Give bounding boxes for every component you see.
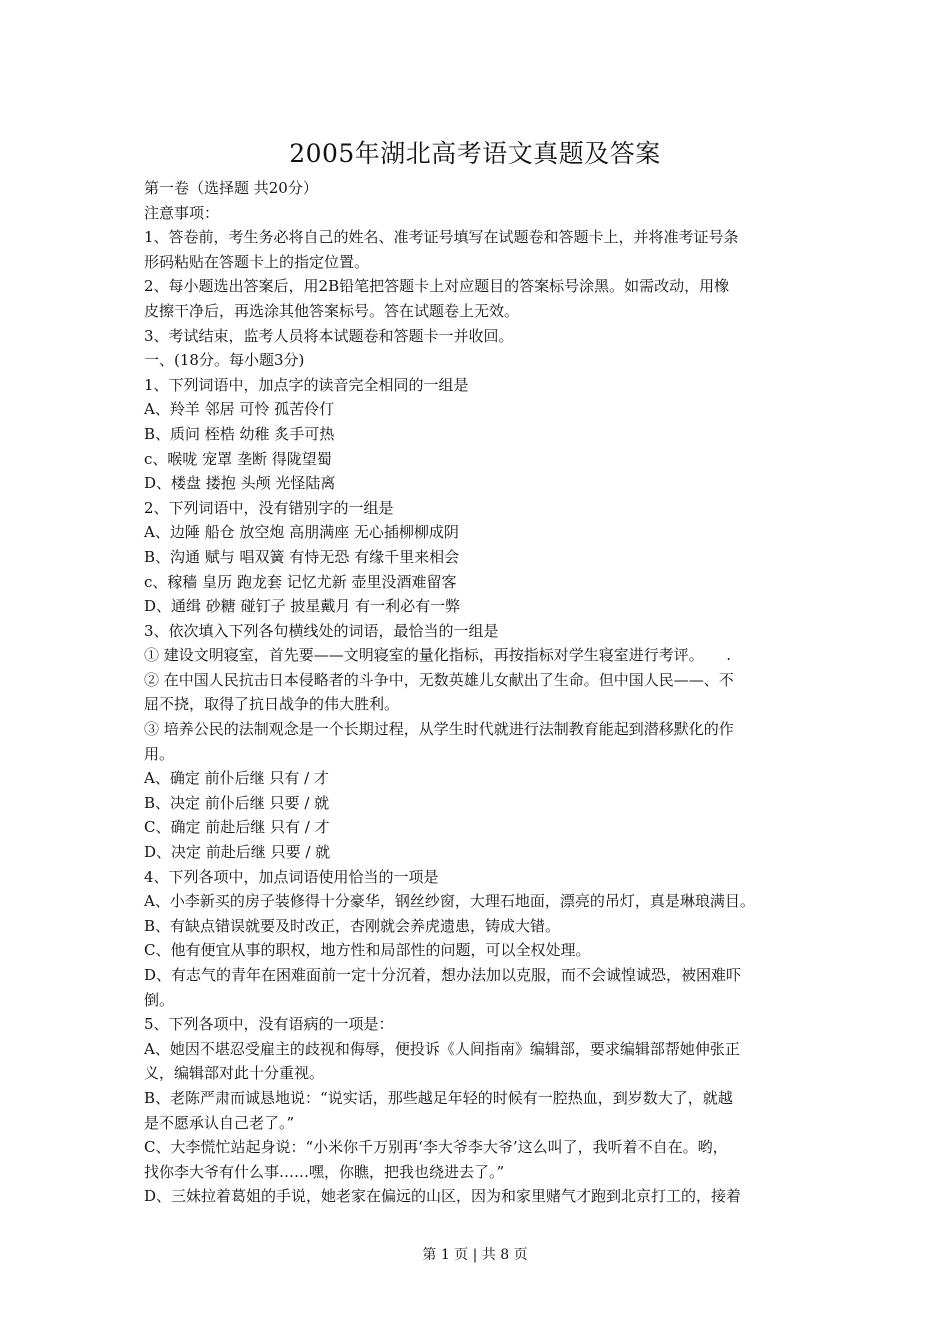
text-line: 找你李大爷有什么事……嘿，你瞧，把我也绕进去了。” xyxy=(144,1162,505,1181)
text-line: 是不愿承认自己老了。” xyxy=(144,1113,295,1132)
text-line: A、她因不堪忍受雇主的歧视和侮辱，便投诉《人间指南》编辑部，要求编辑部帮她伸张正 xyxy=(144,1039,740,1058)
text-line: B、质问 桎梏 幼稚 炙手可热 xyxy=(144,424,335,443)
text-line: ① 建设文明寝室，首先要——文明寝室的量化指标，再按指标对学生寝室进行考评。 . xyxy=(144,646,732,665)
text-line: D、楼盘 搂抱 头颅 光怪陆离 xyxy=(144,474,336,493)
text-line: 1、下列词语中，加点字的读音完全相同的一组是 xyxy=(144,375,469,394)
text-line: A、羚羊 邻居 可怜 孤苦伶仃 xyxy=(144,400,335,419)
text-line: B、老陈严肃而诚恳地说：“说实话，那些越足年轻的时候有一腔热血，到岁数大了，就越 xyxy=(144,1088,733,1107)
text-line: D、三妹拉着葛姐的手说，她老家在偏远的山区，因为和家里赌气才跑到北京打工的，接着 xyxy=(144,1187,742,1206)
text-line: B、决定 前仆后继 只要 / 就 xyxy=(144,793,330,812)
text-line: B、有缺点错误就要及时改正，杏刚就会养虎遗患，铸成大错。 xyxy=(144,916,561,935)
text-line: 2、每小题选出答案后，用2B铅笔把答题卡上对应题目的答案标号涂黑。如需改动，用橡 xyxy=(144,277,730,296)
text-line: B、沟通 赋与 唱双簧 有恃无恐 有缘千里来相会 xyxy=(144,547,460,566)
text-line: 第一卷（选择题 共20分） xyxy=(144,179,318,197)
text-line: 3、考试结束，监考人员将本试题卷和答题卡一并收回。 xyxy=(144,326,514,345)
text-line: D、有志气的青年在困难面前一定十分沉着，想办法加以克服，而不会诚惶诚恐，被困难吓 xyxy=(144,966,742,984)
text-line: 倒。 xyxy=(144,990,175,1009)
text-line: ② 在中国人民抗击日本侵略者的斗争中，无数英雄儿女献出了生命。但中国人民——、不 xyxy=(144,670,734,689)
text-line: c、稼穑 皇历 跑龙套 记忆尤新 壶里没酒难留客 xyxy=(144,572,457,591)
document-body xyxy=(144,176,824,1209)
text-line: 注意事项： xyxy=(144,203,220,222)
text-line: 屈不挠，取得了抗日战争的伟大胜利。 xyxy=(144,695,400,714)
text-line: 义，编辑部对此十分重视。 xyxy=(144,1064,325,1083)
text-line: 形码粘贴在答题卡上的指定位置。 xyxy=(144,252,370,271)
text-line: 4、下列各项中，加点词语使用恰当的一项是 xyxy=(144,867,439,886)
text-line: C、他有便宜从事的职权，地方性和局部性的问题，可以全权处理。 xyxy=(144,941,591,960)
text-line: 1、答卷前，考生务必将自己的姓名、准考证号填写在试题卷和答题卡上，并将准考证号条 xyxy=(144,228,739,247)
text-line: 皮擦干净后，再选涂其他答案标号。答在试题卷上无效。 xyxy=(144,301,520,320)
text-line: 2、下列词语中，没有错别字的一组是 xyxy=(144,498,394,517)
text-line: 3、依次填入下列各句横线处的词语，最恰当的一组是 xyxy=(144,621,499,640)
text-line: D、通缉 砂糖 碰钉子 披星戴月 有一利必有一弊 xyxy=(144,597,461,616)
text-line: 5、下列各项中，没有语病的一项是： xyxy=(144,1015,394,1034)
text-line: c、喉咙 宠罩 垄断 得陇望蜀 xyxy=(144,449,332,468)
text-line: D、决定 前赴后继 只要 / 就 xyxy=(144,843,331,862)
document-title: 2005年湖北高考语文真题及答案 xyxy=(289,139,661,168)
text-line: A、小李新买的房子装修得十分豪华，钢丝纱窗，大理石地面，漂亮的吊灯，真是琳琅满目。 xyxy=(144,892,755,911)
page-footer: 第 1 页 | 共 8 页 xyxy=(422,1247,528,1263)
text-line: 用。 xyxy=(144,744,175,763)
text-line: A、确定 前仆后继 只有 / 才 xyxy=(144,769,329,788)
text-line: A、边陲 船仓 放空炮 高朋满座 无心插柳柳成阴 xyxy=(144,523,459,542)
text-line: 一、(18分。每小题3分) xyxy=(144,351,305,370)
text-line: ③ 培养公民的法制观念是一个长期过程，从学生时代就进行法制教育能起到潜移默化的作 xyxy=(144,720,734,739)
text-line: C、大李慌忙站起身说：“小米你千万别再‘李大爷李大爷’这么叫了，我听着不自在。哟， xyxy=(144,1138,728,1157)
text-line: C、确定 前赴后继 只有 / 才 xyxy=(144,818,330,837)
